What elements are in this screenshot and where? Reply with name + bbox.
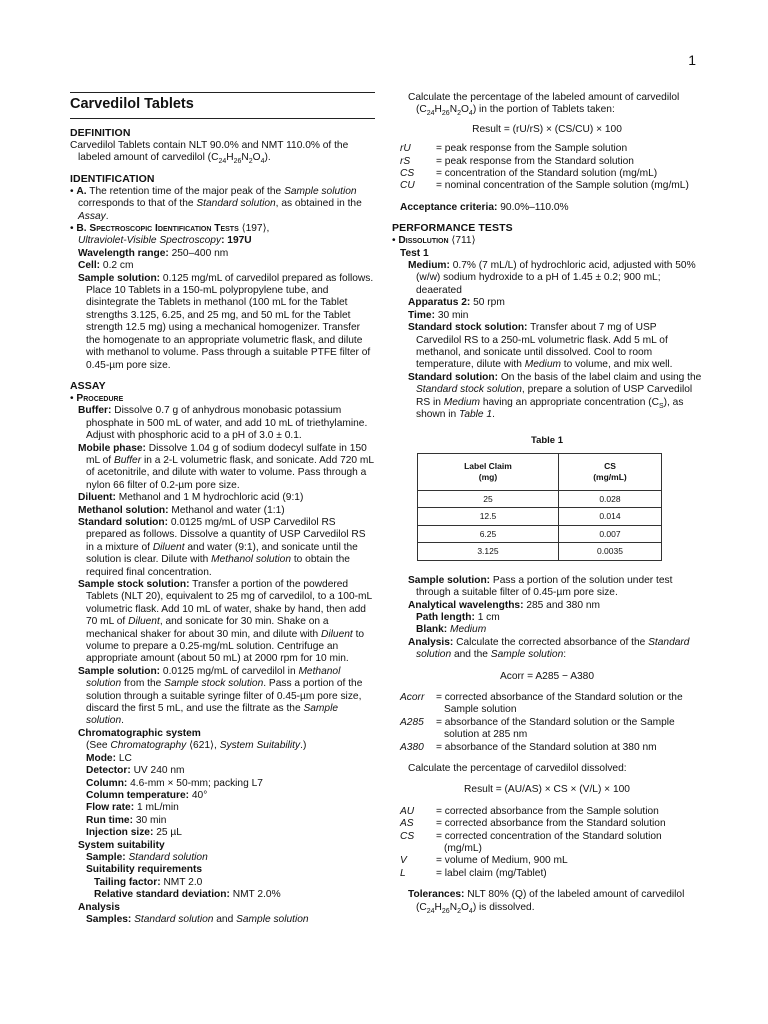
definition-row: A380 = absorbance of the Standard solution at 380 nm (400, 741, 657, 753)
relative-standard-deviation: Relative standard deviation: NMT 2.0% (94, 889, 281, 901)
monograph-title: Carvedilol Tablets (70, 96, 375, 119)
performance-tests-heading: PERFORMANCE TESTS (392, 222, 513, 235)
analysis-label: Analysis (78, 901, 120, 913)
cs-header: CS (mg/mL) (558, 453, 661, 490)
table-header-row (418, 453, 662, 490)
diss-analysis: Analysis: Calculate the corrected absorbance of the Standard solution and the Sample solution: (408, 636, 690, 661)
definition-row: AS = corrected absorbance from the Standard solution (400, 818, 666, 830)
definition-row: L = label claim (mg/Tablet) (400, 867, 547, 879)
analysis-samples: Samples: Standard solution and Sample solution (86, 913, 309, 925)
diluent: Diluent: Methanol and 1 M hydrochloric acid (9:1) (78, 492, 304, 504)
injection-size: Injection size: 25 µL (86, 827, 182, 839)
concentration-table (417, 453, 662, 561)
assay-sample-solution: Sample solution: 0.0125 mg/mL of carvedilol in Methanol solution from the Sample stock solution. Pass a portion of the solution through a suitable syringe filter of 0.45-µm pore size, discard the first 5 mL, and use the filtrate as the Sample solution. (78, 665, 363, 727)
tailing-factor: Tailing factor: NMT 2.0 (94, 876, 203, 888)
suitability-requirements: Suitability requirements (86, 864, 203, 876)
definition-row: A285 = absorbance of the Standard solution or the Sample solution at 285 nm (400, 716, 675, 741)
definition-row: rU = peak response from the Sample solution (400, 143, 628, 155)
path-length: Path length: 1 cm (416, 611, 500, 623)
definition-row: V = volume of Medium, 900 mL (400, 855, 568, 867)
cell: Cell: 0.2 cm (78, 260, 134, 272)
standard-stock-solution: Standard stock solution: Transfer about 7 mg of USP Carvedilol RS to a 250-mL volumetric flask. Add 5 mL of methanol, and sonicate until dissolved. Cool to room temperature, dilute with Medium to volume, and mix well. (408, 322, 673, 371)
definition-row: AU = corrected absorbance from the Sample solution (400, 805, 659, 817)
definition-row: CU = nominal concentration of the Sample solution (mg/mL) (400, 180, 689, 192)
mobile-phase: Mobile phase: Dissolve 1.04 g of sodium dodecyl sulfate in 150 mL of Buffer in a 2-L volumetric flask, and sonicate. Add 720 mL of acetonitrile, and dilute with water to volume. Pass through a nylon 66 filter of 0.2-µm pore size. (78, 442, 374, 491)
assay-formula: Result = (rU/rS) × (CS/CU) × 100 (472, 123, 622, 135)
standard-solution: Standard solution: 0.0125 mg/mL of USP Carvedilol RS prepared as follows. Dissolve a quantity of USP Carvedilol RS in a mixture of Diluent and water (9:1), and sonicate until the solution is clear. Dilute with Methanol solution to obtain the required final concentration. (78, 516, 366, 578)
system-suitability: System suitability (78, 839, 165, 851)
assay-heading: ASSAY (70, 379, 106, 392)
apparatus: Apparatus 2: 50 rpm (408, 297, 505, 309)
methanol-solution: Methanol solution: Methanol and water (1:1) (78, 504, 285, 516)
identification-b: • B. Spectroscopic Identification Tests ⟨197⟩, Ultraviolet-Visible Spectroscopy: 197U (70, 223, 270, 247)
dissolved-definitions (400, 806, 702, 880)
procedure-label: • Procedure (70, 392, 124, 404)
dissolved-calculation-intro: Calculate the percentage of carvedilol dissolved: (408, 763, 627, 775)
column-temperature: Column temperature: 40° (86, 789, 208, 801)
definition-heading: DEFINITION (70, 127, 131, 139)
run-time: Run time: 30 min (86, 814, 167, 826)
definition-row: CS = concentration of the Standard solution (mg/mL) (400, 168, 658, 180)
assay-calculation-intro: Calculate the percentage of the labeled amount of carvedilol $(C_{24}H_{26}N_2O_4)$ in the portion of Tablets taken: (408, 92, 680, 118)
suitability-sample: Sample: Standard solution (86, 851, 208, 863)
column: Column: 4.6-mm × 50-mm; packing L7 (86, 777, 263, 789)
table-row: 6.25 0.007 (418, 525, 662, 543)
dissolution-label: • Dissolution ⟨711⟩ (392, 235, 476, 247)
right-column (392, 92, 702, 914)
definition-row: rS = peak response from the Standard solution (400, 155, 634, 167)
diss-standard-solution: Standard solution: On the basis of the label claim and using the Standard stock solution, prepare a solution of USP Carvedilol RS in Medium having an appropriate concentration $(C_S)$, as shown in Table 1. (408, 371, 702, 420)
assay-definitions (400, 143, 702, 193)
table-title: Table 1 (530, 435, 564, 447)
id-sample-solution: Sample solution: 0.125 mg/mL of carvedilol prepared as follows. Place 10 Tablets in a 150-mL polypropylene tube, and disintegrate the Tablets in methanol (100 mL for the Tablet strengths 3.125, 6.25, and 25 mg, and 50 mL for the Tablet strength 12.5 mg) using a mechanical homogenizer. Transfer the homogenate to an appropriate volumetric flask, and dilute with methanol to volume. Pass through a suitable PTFE filter of 0.45-µm pore size. (78, 272, 374, 371)
test-1-label: Test 1 (400, 247, 429, 259)
table-row: 3.125 0.0035 (418, 543, 662, 561)
acceptance-criteria: Acceptance criteria: 90.0%–110.0% (400, 201, 569, 213)
time: Time: 30 min (408, 309, 469, 321)
title-rule (70, 92, 375, 93)
tolerances: Tolerances: NLT 80% (Q) of the labeled amount of carvedilol $(C_{24}H_{26}N_2O_4)$ is dissolved. (408, 889, 685, 915)
buffer: Buffer: Dissolve 0.7 g of anhydrous monobasic potassium phosphate in 500 mL of water, and add 10 mL of triethylamine. Adjust with phosphoric acid to a pH of 3.0 ± 0.1. (78, 405, 368, 442)
label-claim-header: Label Claim (mg) (418, 453, 559, 490)
chromatography-reference: (See Chromatography ⟨621⟩, System Suitability.) (86, 740, 307, 752)
table-row: 25 0.028 (418, 490, 662, 508)
identification-heading: IDENTIFICATION (70, 172, 155, 185)
dissolved-formula: Result = (AU/AS) × CS × (V/L) × 100 (464, 784, 630, 796)
definition-row: Acorr = corrected absorbance of the Standard solution or the Sample solution (400, 692, 683, 716)
analytical-wavelengths: Analytical wavelengths: 285 and 380 nm (408, 599, 600, 611)
definition-text: Carvedilol Tablets contain NLT 90.0% and NMT 110.0% of the labeled amount of carvedilol $(C_{24}H_{26}N_2O_4)$. (70, 140, 349, 166)
table-row: 12.5 0.014 (418, 508, 662, 526)
detector: Detector: UV 240 nm (86, 765, 185, 777)
corrected-absorbance-formula: Acorr = A285 − A380 (499, 670, 595, 682)
sample-stock-solution: Sample stock solution: Transfer a portion of the powdered Tablets (NLT 20), equivalent to 25 mg of carvedilol, to a 100-mL volumetric flask. Add 10 mL of water, shake by hand, then add 70 mL of Diluent, and sonicate for 30 min. Shake on a mechanical shaker for about 30 min, and dilute with Diluent to volume to prepare a 0.25-mg/mL solution. Centrifuge an appropriate amount (about 50 mL) at 2000 rpm for 10 min. (78, 579, 372, 665)
left-column (70, 92, 375, 926)
absorbance-definitions (400, 692, 702, 754)
definition-row: CS = corrected concentration of the Standard solution (mg/mL) (400, 830, 662, 855)
page-number: 1 (688, 52, 696, 68)
mode: Mode: LC (86, 752, 132, 764)
wavelength-range: Wavelength range: 250–400 nm (78, 247, 229, 259)
chromatographic-system: Chromatographic system (78, 727, 201, 739)
medium: Medium: 0.7% (7 mL/L) of hydrochloric acid, adjusted with 50% (w/w) sodium hydroxide to a pH of 1.45 ± 0.2; 900 mL; deaerated (408, 260, 696, 296)
identification-a: • A. The retention time of the major peak of the Sample solution corresponds to that of the Standard solution, as obtained in the Assay. (70, 185, 362, 222)
flow-rate: Flow rate: 1 mL/min (86, 802, 179, 814)
blank: Blank: Medium (416, 624, 487, 636)
diss-sample-solution: Sample solution: Pass a portion of the solution under test through a suitable filter of 0.45-µm pore size. (408, 574, 673, 599)
